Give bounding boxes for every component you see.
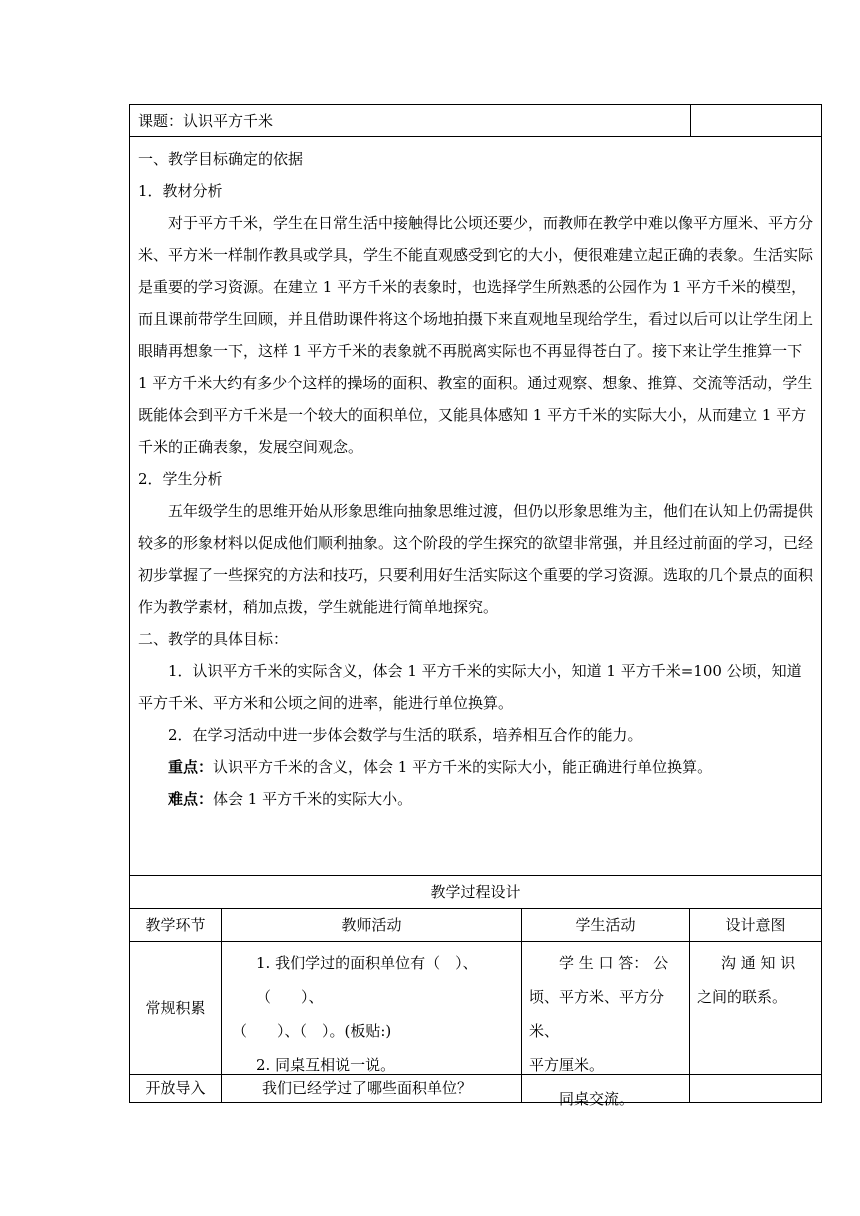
textbook-paragraph: 对于平方千米，学生在日常生活中接触得比公顷还要少，而教师在教学中难以像平方厘米、平方分米、平方米一样制作教具或学具，学生不能直观感受到它的大小，便很难建立起正确的表象。生活实际是重要的学习资源。在建立 1 平方千米的表象时，也选择学生所熟悉的公园作为 1 平方千米的模型，而且课前带学生回顾，并且借助课件将这个场地拍摄下来直观地呈现给学生，看过以后可以让学生闭上眼睛再想象一下，这样 1 平方千米的表象就不再脱离实际也不再显得苍白了。接下来让学生推算一下 1 平方千米大约有多少个这样的操场的面积、教室的面积。通过观察、想象、推算、交流等活动，学生既能体会到平方千米是一个较大的面积单位，又能具体感知 1 平方千米的实际大小，从而建立 1 平方千米的正确表象，发展空间观念。: [138, 214, 814, 456]
title-row: [130, 105, 821, 137]
difficulty-point: [138, 783, 813, 815]
student-heading: 2．学生分析: [138, 470, 223, 488]
teacher-line: 1. 我们学过的面积单位有（ ）、（ ）、: [256, 954, 478, 1006]
lesson-plan-table: [129, 104, 822, 1108]
section1-heading: 一、教学目标确定的依据: [138, 150, 304, 168]
key-text: 认识平方千米的含义，体会 1 平方千米的实际大小，能正确进行单位换算。: [213, 758, 713, 776]
section2-heading: 二、教学的具体目标：: [138, 630, 289, 648]
col-stage-header: 教学环节: [130, 909, 222, 941]
goal-1: 1．认识平方千米的实际含义，体会 1 平方千米的实际大小，知道 1 平方千米=100 公顷，知道平方千米、平方米和公顷之间的进率，能进行单位换算。: [138, 662, 802, 712]
intent-line: 沟 通 知 识: [721, 954, 796, 972]
student-line: 同桌交流。: [559, 1090, 635, 1108]
table-row: [130, 1075, 821, 1102]
student-line: 顷、平方米、平方分米、: [529, 988, 665, 1040]
stage-cell: 常规积累: [130, 942, 222, 1074]
student-paragraph: 五年级学生的思维开始从形象思维向抽象思维过渡，但仍以形象思维为主，他们在认知上仍需提供较多的形象材料以促成他们顺利抽象。这个阶段的学生探究的欲望非常强，并且经过前面的学习，已经初步掌握了一些探究的方法和技巧，只要利用好生活实际这个重要的学习资源。选取的几个景点的面积作为教学素材，稍加点拨，学生就能进行简单地探究。: [138, 502, 814, 616]
difficulty-text: 体会 1 平方千米的实际大小。: [213, 790, 413, 808]
process-header-row: [130, 909, 821, 942]
process-heading: 教学过程设计: [130, 876, 821, 909]
intent-cell: [690, 1075, 821, 1102]
stage-cell: 开放导入: [130, 1075, 222, 1102]
goal-2: 2．在学习活动中进一步体会数学与生活的联系，培养相互合作的能力。: [168, 726, 643, 744]
teacher-line: 2. 同桌互相说一说。: [256, 1056, 396, 1074]
key-point: [138, 751, 813, 783]
title-blank-cell: [691, 105, 821, 136]
col-teacher-header: 教师活动: [222, 909, 522, 941]
student-cell: [522, 942, 690, 1108]
teacher-cell: [222, 942, 522, 1074]
intent-line: 之间的联系。: [697, 988, 788, 1006]
teacher-line: （ ）、（ ）。(板贴:): [232, 1022, 392, 1040]
lesson-title: 课题：认识平方千米: [130, 105, 691, 136]
student-line: 平方厘米。: [529, 1056, 605, 1074]
col-student-header: 学生活动: [522, 909, 690, 941]
objectives-section: [130, 137, 821, 876]
intent-cell: [690, 942, 821, 1074]
student-line: 学 生 口 答： 公: [559, 954, 669, 972]
key-label: 重点：: [168, 758, 214, 776]
teacher-cell: 我们已经学过了哪些面积单位？: [222, 1075, 522, 1102]
student-cell: [522, 1075, 690, 1102]
col-intent-header: 设计意图: [725, 916, 786, 934]
textbook-heading: 1．教材分析: [138, 182, 223, 200]
difficulty-label: 难点：: [168, 790, 214, 808]
